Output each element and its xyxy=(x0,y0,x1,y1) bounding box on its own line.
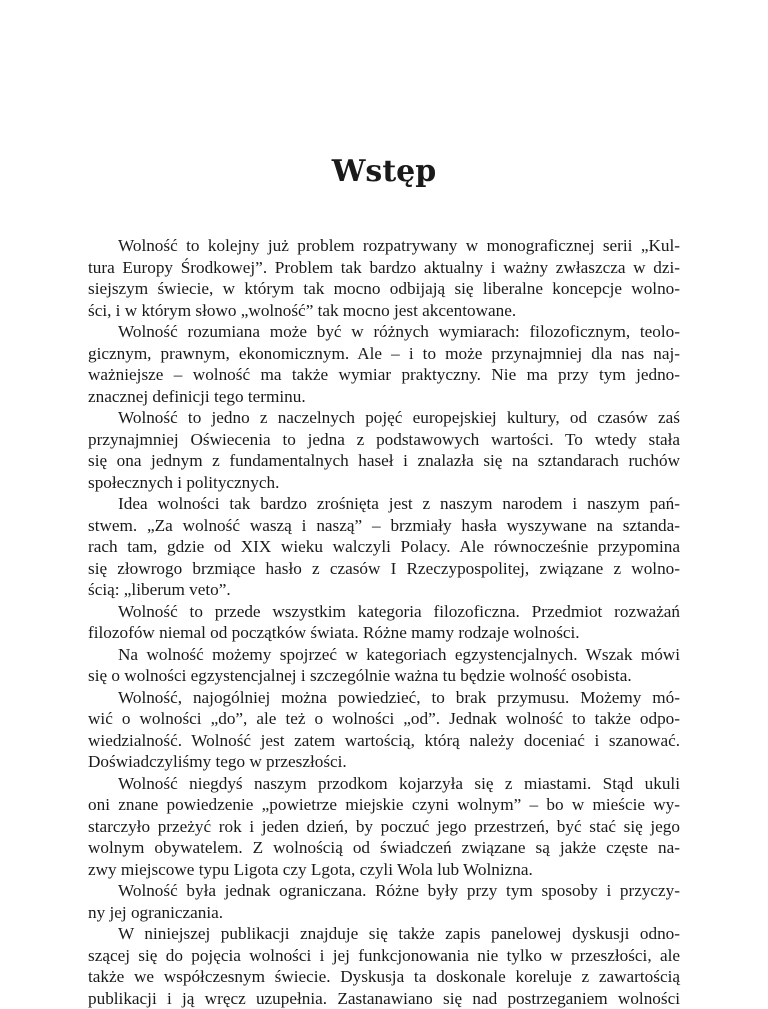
text-line: Wolność była jednak ograniczana. Różne były przy tym sposoby i przyczy- xyxy=(88,880,680,902)
text-line: szącej się do pojęcia wolności i jej funkcjonowania nie tylko w przeszłości, ale xyxy=(88,945,680,967)
text-line: wolnym obywatelem. Z wolnością od świadczeń związane są jakże częste na- xyxy=(88,837,680,859)
text-line: publikacji i ją wręcz uzupełnia. Zastanawiano się nad postrzeganiem wolności xyxy=(88,988,680,1009)
text-line: zwy miejscowe typu Ligota czy Lgota, czyli Wola lub Wolnizna. xyxy=(88,859,680,881)
page-title: Wstęp xyxy=(0,152,768,192)
text-line: wiedzialność. Wolność jest zatem wartością, którą należy doceniać i szanować. xyxy=(88,730,680,752)
text-line: społecznych i politycznych. xyxy=(88,472,680,494)
text-line: starczyło przeżyć rok i jeden dzień, by poczuć jego przestrzeń, być stać się jego xyxy=(88,816,680,838)
text-line: oni znane powiedzenie „powietrze miejskie czyni wolnym” – bo w mieście wy- xyxy=(88,794,680,816)
text-line: Wolność rozumiana może być w różnych wymiarach: filozoficznym, teolo- xyxy=(88,321,680,343)
text-line: Doświadczyliśmy tego w przeszłości. xyxy=(88,751,680,773)
text-line: Wolność to przede wszystkim kategoria filozoficzna. Przedmiot rozważań xyxy=(88,601,680,623)
text-line: stwem. „Za wolność waszą i naszą” – brzmiały hasła wyszywane na sztanda- xyxy=(88,515,680,537)
text-line: filozofów niemal od początków świata. Różne mamy rodzaje wolności. xyxy=(88,622,680,644)
text-line: Wolność to kolejny już problem rozpatrywany w monograficznej serii „Kul- xyxy=(88,235,680,257)
text-line: wić o wolności „do”, ale też o wolności „od”. Jednak wolność to także odpo- xyxy=(88,708,680,730)
text-line: przynajmniej Oświecenia to jedna z podstawowych wartości. To wtedy stała xyxy=(88,429,680,451)
text-line: się o wolności egzystencjalnej i szczególnie ważna tu będzie wolność osobista. xyxy=(88,665,680,687)
text-line: gicznym, prawnym, ekonomicznym. Ale – i to może przynajmniej dla nas naj- xyxy=(88,343,680,365)
text-line: tura Europy Środkowej”. Problem tak bardzo aktualny i ważny zwłaszcza w dzi- xyxy=(88,257,680,279)
text-line: Wolność to jedno z naczelnych pojęć europejskiej kultury, od czasów zaś xyxy=(88,407,680,429)
text-line: siejszym świecie, w którym tak mocno odbijają się liberalne koncepcje wolno- xyxy=(88,278,680,300)
text-line: Wolność niegdyś naszym przodkom kojarzyła się z miastami. Stąd ukuli xyxy=(88,773,680,795)
text-line: ważniejsze – wolność ma także wymiar praktyczny. Nie ma przy tym jedno- xyxy=(88,364,680,386)
text-line: Wolność, najogólniej można powiedzieć, to brak przymusu. Możemy mó- xyxy=(88,687,680,709)
text-line: ścią: „liberum veto”. xyxy=(88,579,680,601)
text-line: znacznej definicji tego terminu. xyxy=(88,386,680,408)
body-text xyxy=(88,235,680,1009)
text-line: ści, i w którym słowo „wolność” tak mocno jest akcentowane. xyxy=(88,300,680,322)
text-line: rach tam, gdzie od XIX wieku walczyli Polacy. Ale równocześnie przypomina xyxy=(88,536,680,558)
text-line: się ona jednym z fundamentalnych haseł i znalazła się na sztandarach ruchów xyxy=(88,450,680,472)
text-line: także we współczesnym świecie. Dyskusja ta doskonale koreluje z zawartością xyxy=(88,966,680,988)
text-line: W niniejszej publikacji znajduje się także zapis panelowej dyskusji odno- xyxy=(88,923,680,945)
text-line: ny jej ograniczania. xyxy=(88,902,680,924)
text-line: się złowrogo brzmiące hasło z czasów I Rzeczypospolitej, związane z wolno- xyxy=(88,558,680,580)
text-line: Idea wolności tak bardzo zrośnięta jest z naszym narodem i naszym pań- xyxy=(88,493,680,515)
text-line: Na wolność możemy spojrzeć w kategoriach egzystencjalnych. Wszak mówi xyxy=(88,644,680,666)
